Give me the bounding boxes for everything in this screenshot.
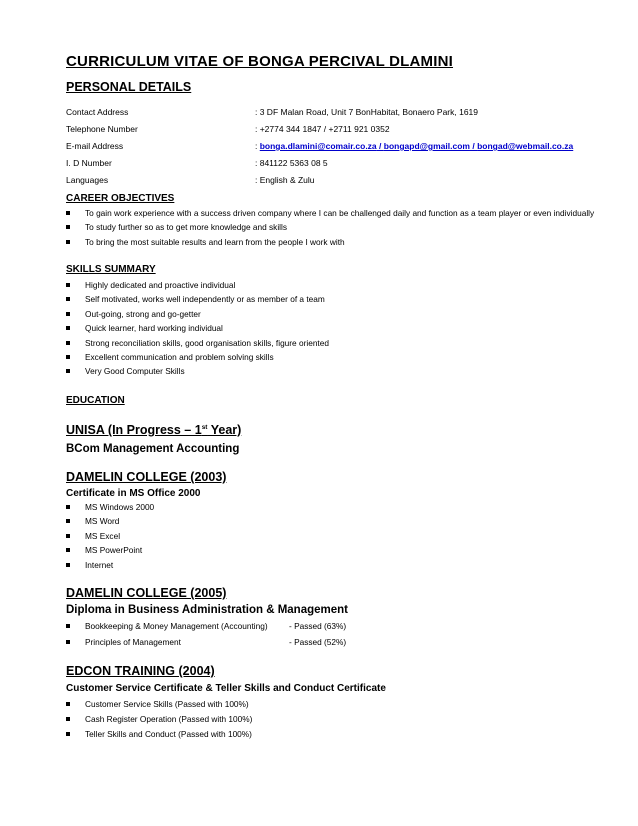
- list-item: [66, 366, 626, 380]
- education-heading: EDUCATION: [66, 395, 125, 406]
- list-item-text: Excellent communication and problem solving skills: [85, 351, 274, 362]
- detail-value: : English & Zulu: [255, 175, 315, 185]
- list-item-text: Out-going, strong and go-getter: [85, 308, 201, 319]
- list-item: [66, 699, 626, 714]
- detail-label: I. D Number: [66, 158, 112, 168]
- list-item: [66, 502, 626, 516]
- list-item-text: To bring the most suitable results and learn from the people I work with: [85, 236, 345, 247]
- unisa-heading-text: UNISA (In Progress – 1: [66, 423, 202, 437]
- bullet-icon: [66, 225, 70, 229]
- list-item-text: Quick learner, hard working individual: [85, 323, 223, 334]
- edcon-course: Customer Service Certificate & Teller Skills and Conduct Certificate: [66, 683, 386, 694]
- email-prefix: :: [255, 141, 260, 151]
- list-item: [66, 222, 626, 236]
- unisa-course: BCom Management Accounting: [66, 443, 240, 455]
- career-objectives-list: [66, 208, 626, 251]
- contact-address-row: [66, 107, 626, 121]
- damelin-2003-heading: DAMELIN COLLEGE (2003): [66, 470, 227, 484]
- list-item: [66, 280, 626, 294]
- list-item: [66, 352, 626, 366]
- bullet-icon: [66, 211, 70, 215]
- list-item-text: MS Windows 2000: [85, 502, 155, 512]
- edcon-heading: EDCON TRAINING (2004): [66, 664, 215, 678]
- list-item-text: Cash Register Operation (Passed with 100%): [85, 713, 253, 724]
- detail-label: Languages: [66, 175, 109, 185]
- bullet-icon: [66, 312, 70, 316]
- list-item: [66, 208, 626, 222]
- list-item-text: To gain work experience with a success driven company where I can be challenged daily and function as a team player or even individually: [85, 208, 595, 218]
- bullet-icon: [66, 355, 70, 359]
- list-item-text: MS Excel: [85, 530, 121, 541]
- detail-value: : 841122 5363 08 5: [255, 158, 328, 168]
- bullet-icon: [66, 534, 70, 538]
- bullet-icon: [66, 326, 70, 330]
- list-item: [66, 714, 626, 729]
- list-item-text: MS Word: [85, 516, 120, 527]
- bullet-icon: [66, 519, 70, 523]
- list-item-text: Very Good Computer Skills: [85, 366, 185, 377]
- list-item-text: Internet: [85, 559, 114, 570]
- list-item: [66, 338, 626, 352]
- list-item-text: To study further so as to get more knowledge and skills: [85, 222, 287, 233]
- subject-name: Principles of Management: [85, 637, 181, 647]
- list-item-text: MS PowerPoint: [85, 545, 143, 556]
- bullet-icon: [66, 369, 70, 373]
- list-item-text: Self motivated, works well independently or as member of a team: [85, 294, 325, 305]
- detail-value: : 3 DF Malan Road, Unit 7 BonHabitat, Bonaero Park, 1619: [255, 107, 479, 117]
- languages-row: [66, 175, 626, 189]
- list-item: [66, 237, 626, 251]
- detail-label: Contact Address: [66, 107, 129, 117]
- damelin-2005-course: Diploma in Business Administration & Management: [66, 604, 349, 616]
- list-item: [66, 637, 626, 653]
- email-link-webmail[interactable]: bongad@webmail.co.za: [477, 141, 574, 151]
- bullet-icon: [66, 563, 70, 567]
- list-item: [66, 729, 626, 744]
- subject-result: - Passed (52%): [289, 637, 347, 647]
- document-title: CURRICULUM VITAE OF BONGA PERCIVAL DLAMINI: [66, 53, 454, 70]
- detail-label: Telephone Number: [66, 124, 138, 134]
- detail-value: : +2774 344 1847 / +2711 921 0352: [255, 124, 390, 134]
- list-item: [66, 294, 626, 308]
- list-item: [66, 309, 626, 323]
- career-objectives-heading: CAREER OBJECTIVES: [66, 193, 175, 204]
- skills-summary-list: [66, 280, 626, 381]
- list-item: [66, 560, 626, 574]
- subject-result: - Passed (63%): [289, 621, 347, 631]
- bullet-icon: [66, 297, 70, 301]
- email-separator: /: [376, 141, 384, 151]
- bullet-icon: [66, 240, 70, 244]
- email-link-comair[interactable]: bonga.dlamini@comair.co.za: [259, 141, 377, 151]
- bullet-icon: [66, 505, 70, 509]
- list-item: [66, 531, 626, 545]
- email-link-gmail[interactable]: bongapd@gmail.com: [383, 141, 470, 151]
- list-item: [66, 516, 626, 530]
- list-item-text: Teller Skills and Conduct (Passed with 100%): [85, 728, 252, 739]
- list-item: [66, 621, 626, 637]
- bullet-icon: [66, 548, 70, 552]
- damelin-2003-list: [66, 502, 626, 574]
- damelin-2005-heading: DAMELIN COLLEGE (2005): [66, 586, 227, 600]
- bullet-icon: [66, 717, 70, 721]
- list-item-text: Customer Service Skills (Passed with 100%): [85, 699, 249, 709]
- email-row: [66, 141, 626, 155]
- bullet-icon: [66, 624, 70, 628]
- list-item: [66, 545, 626, 559]
- bullet-icon: [66, 341, 70, 345]
- damelin-2003-course: Certificate in MS Office 2000: [66, 488, 201, 499]
- unisa-heading: [66, 423, 241, 437]
- telephone-row: [66, 124, 626, 138]
- subject-name: Bookkeeping & Money Management (Accounting): [85, 621, 268, 631]
- detail-label: E-mail Address: [66, 141, 124, 151]
- edcon-list: [66, 699, 626, 743]
- unisa-heading-tail: Year): [207, 423, 242, 437]
- bullet-icon: [66, 702, 70, 706]
- id-number-row: [66, 158, 626, 172]
- personal-details-heading: PERSONAL DETAILS: [66, 80, 192, 94]
- list-item-text: Highly dedicated and proactive individual: [85, 280, 236, 290]
- bullet-icon: [66, 283, 70, 287]
- bullet-icon: [66, 732, 70, 736]
- unisa-heading-sup: st: [201, 424, 208, 431]
- bullet-icon: [66, 640, 70, 644]
- email-values: [255, 141, 573, 151]
- email-separator: /: [469, 141, 478, 151]
- skills-summary-heading: SKILLS SUMMARY: [66, 264, 156, 275]
- list-item-text: Strong reconciliation skills, good organisation skills, figure oriented: [85, 337, 329, 348]
- damelin-2005-list: [66, 621, 626, 653]
- list-item: [66, 323, 626, 337]
